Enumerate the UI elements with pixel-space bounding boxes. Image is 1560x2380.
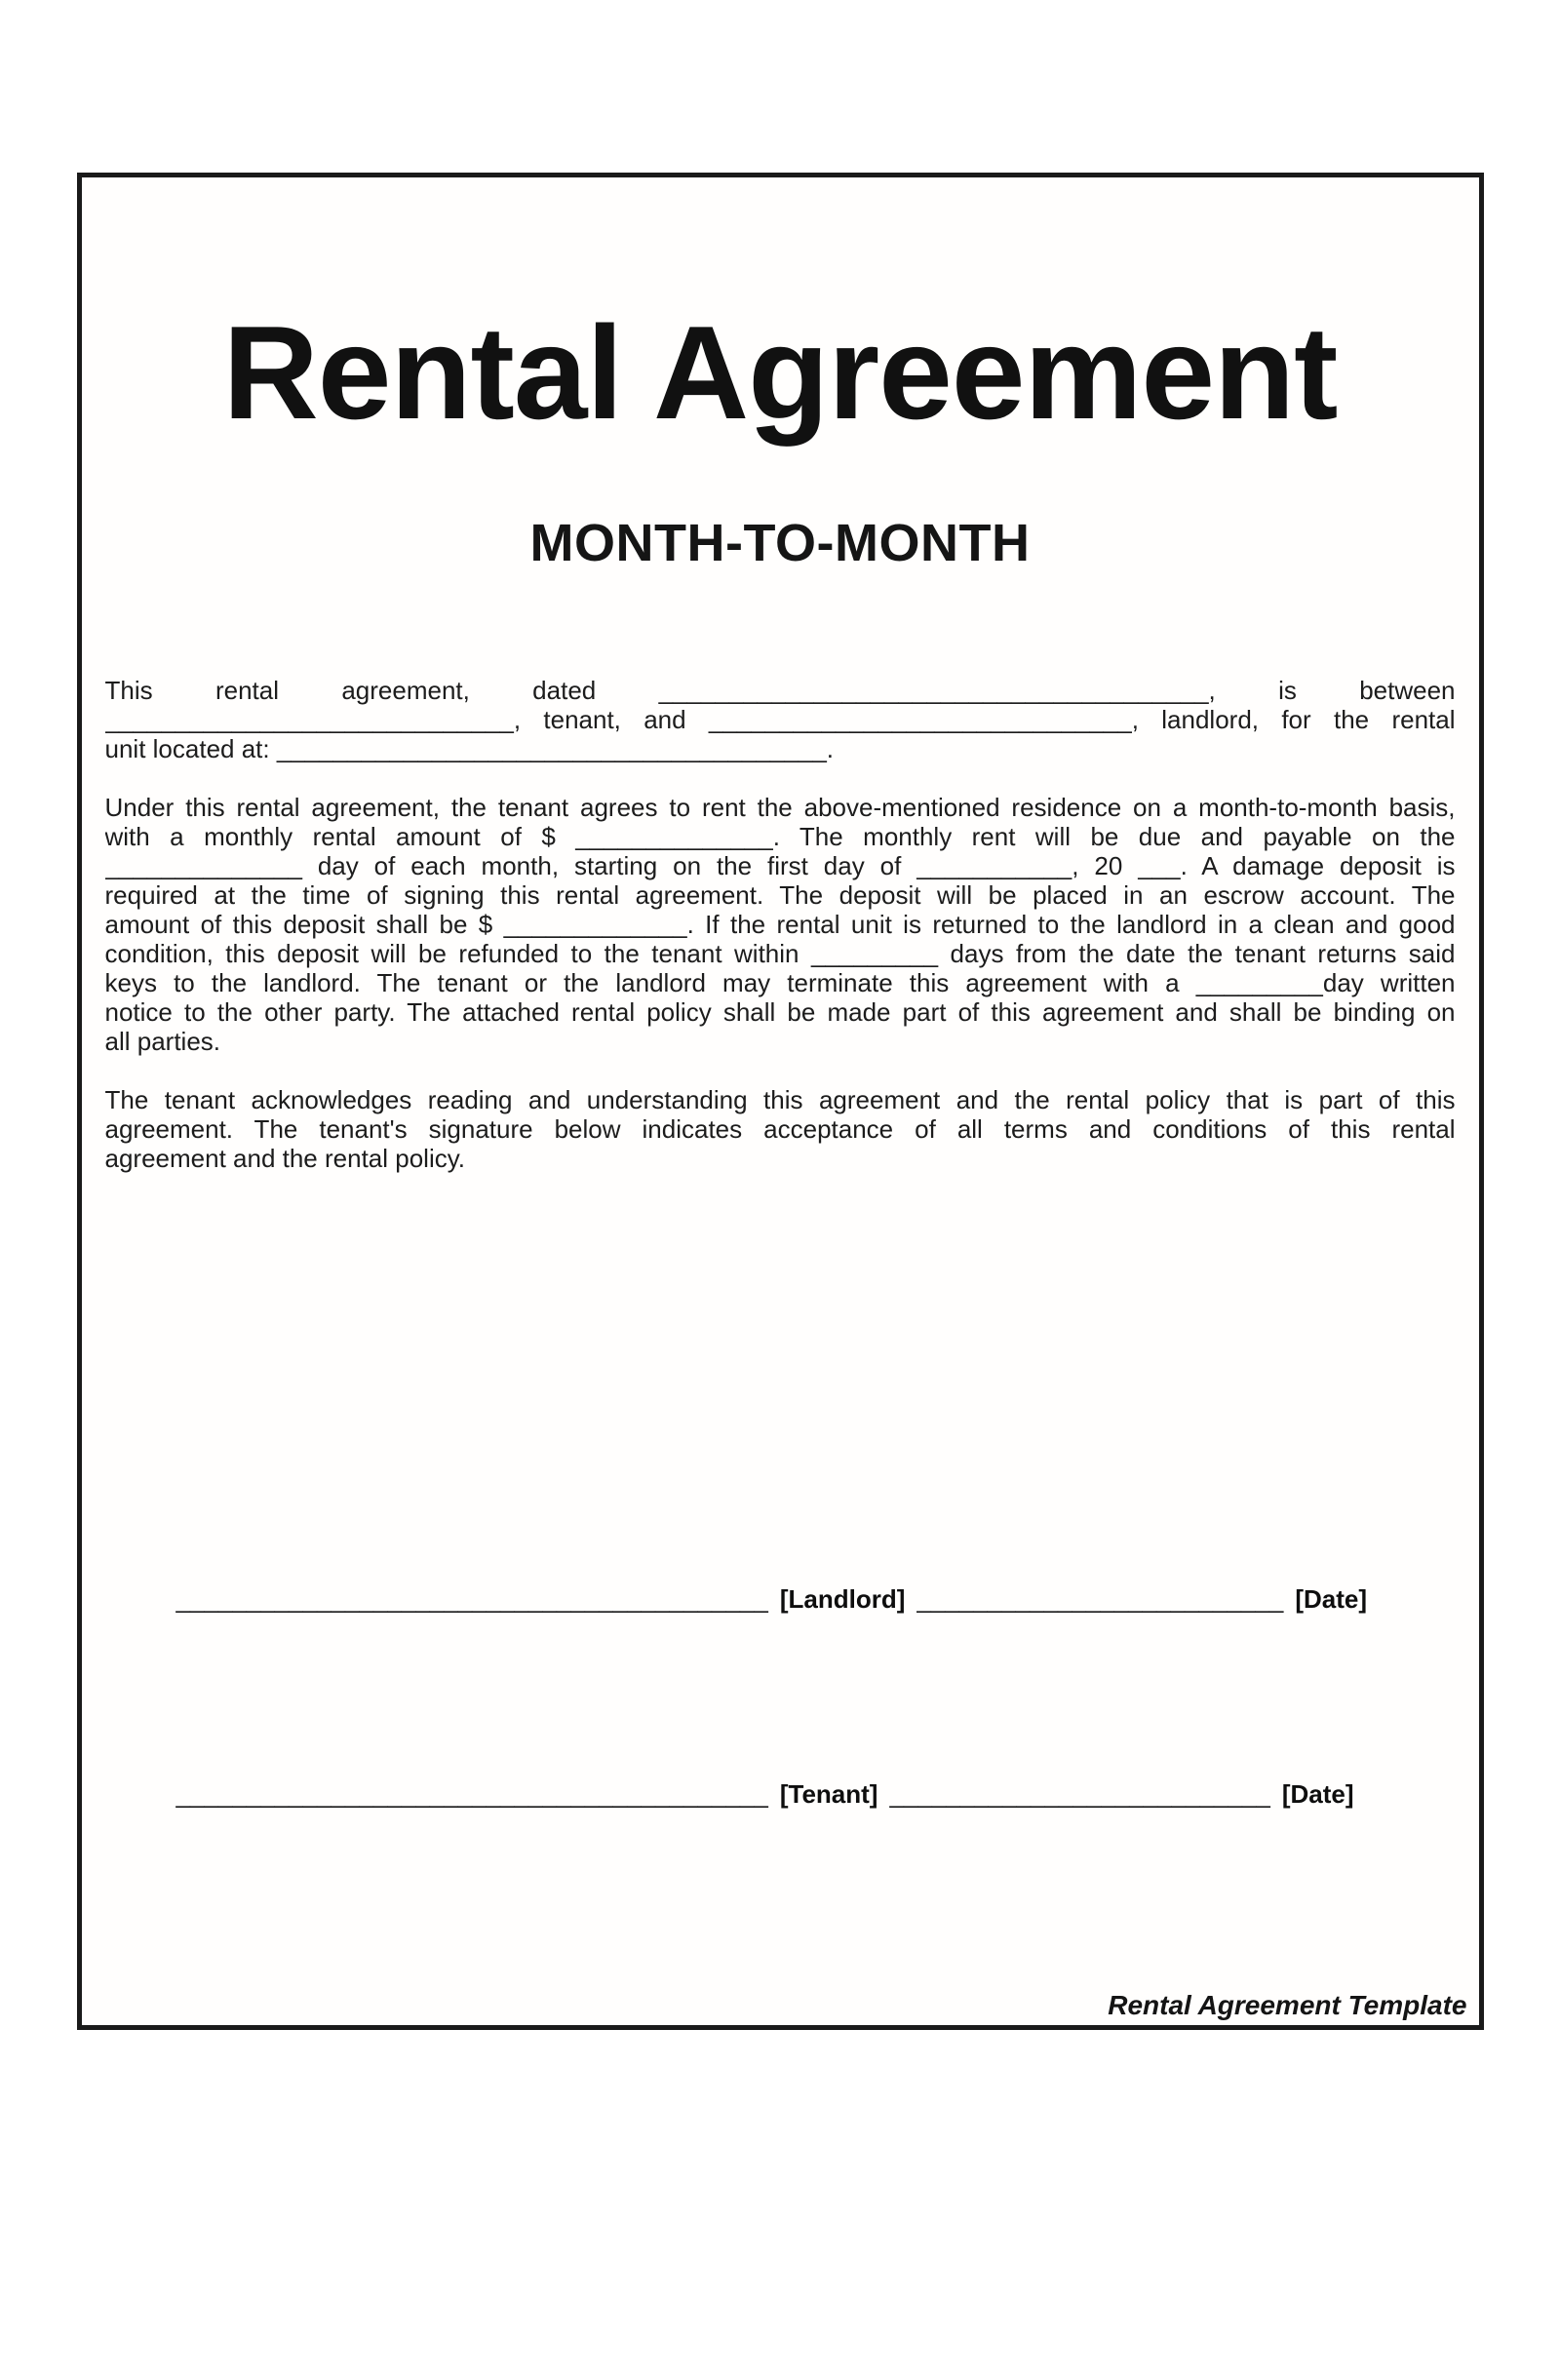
signature-row-tenant (176, 1777, 1417, 1811)
paragraph-line: _____________________________, tenant, and ______________________________, landlord, for the rental (104, 705, 1456, 734)
paragraph-line: with a monthly rental amount of $ ______________. The monthly rent will be due and payable on the (104, 822, 1456, 851)
paragraph-line: Under this rental agreement, the tenant agrees to rent the above-mentioned residence on a month-to-month basis, (104, 793, 1456, 822)
paragraph-line: all parties. (104, 1027, 220, 1056)
document-title: Rental Agreement (222, 298, 1338, 447)
landlord-label: [Landlord] (779, 1584, 906, 1614)
landlord-signature-line: __________________________________________ (176, 1584, 768, 1614)
signature-row-landlord (176, 1582, 1417, 1616)
landlord-date-line: __________________________ (916, 1584, 1284, 1614)
paragraph-line: unit located at: _______________________________________. (104, 734, 834, 763)
paragraph-line: agreement and the rental policy. (104, 1144, 466, 1173)
page-frame (77, 173, 1484, 2030)
paragraph-line: agreement. The tenant's signature below indicates acceptance of all terms and conditions of this rental (104, 1114, 1456, 1144)
tenant-signature-line: __________________________________________ (176, 1779, 768, 1809)
paragraph-line: required at the time of signing this rental agreement. The deposit will be placed in an escrow account. The (104, 880, 1456, 910)
landlord-date-label: [Date] (1295, 1584, 1367, 1614)
paragraph-line: ______________ day of each month, starting on the first day of ___________, 20 ___. A damage deposit is (104, 851, 1456, 880)
paragraph-line: notice to the other party. The attached rental policy shall be made part of this agreement and shall be binding on (104, 997, 1456, 1027)
paragraph-line: condition, this deposit will be refunded to the tenant within _________ days from the date the tenant returns said (104, 939, 1456, 968)
paragraph-line: The tenant acknowledges reading and understanding this agreement and the rental policy that is part of this (104, 1085, 1456, 1114)
tenant-date-line: ___________________________ (889, 1779, 1270, 1809)
document-subtitle: MONTH-TO-MONTH (529, 514, 1031, 572)
intro-paragraph (105, 676, 1456, 763)
acknowledgment-paragraph (105, 1085, 1456, 1173)
paragraph-line: keys to the landlord. The tenant or the landlord may terminate this agreement with a _________day written (104, 968, 1456, 997)
tenant-label: [Tenant] (779, 1779, 878, 1809)
page-content (82, 296, 1479, 1811)
terms-paragraph (105, 793, 1456, 1056)
paragraph-line: This rental agreement, dated _______________________________________, is between (104, 676, 1456, 705)
paragraph-line: amount of this deposit shall be $ _____________. If the rental unit is returned to the landlord in a clean and good (104, 910, 1456, 939)
tenant-date-label: [Date] (1281, 1779, 1354, 1809)
footer-label: Rental Agreement Template (1108, 1990, 1467, 2020)
